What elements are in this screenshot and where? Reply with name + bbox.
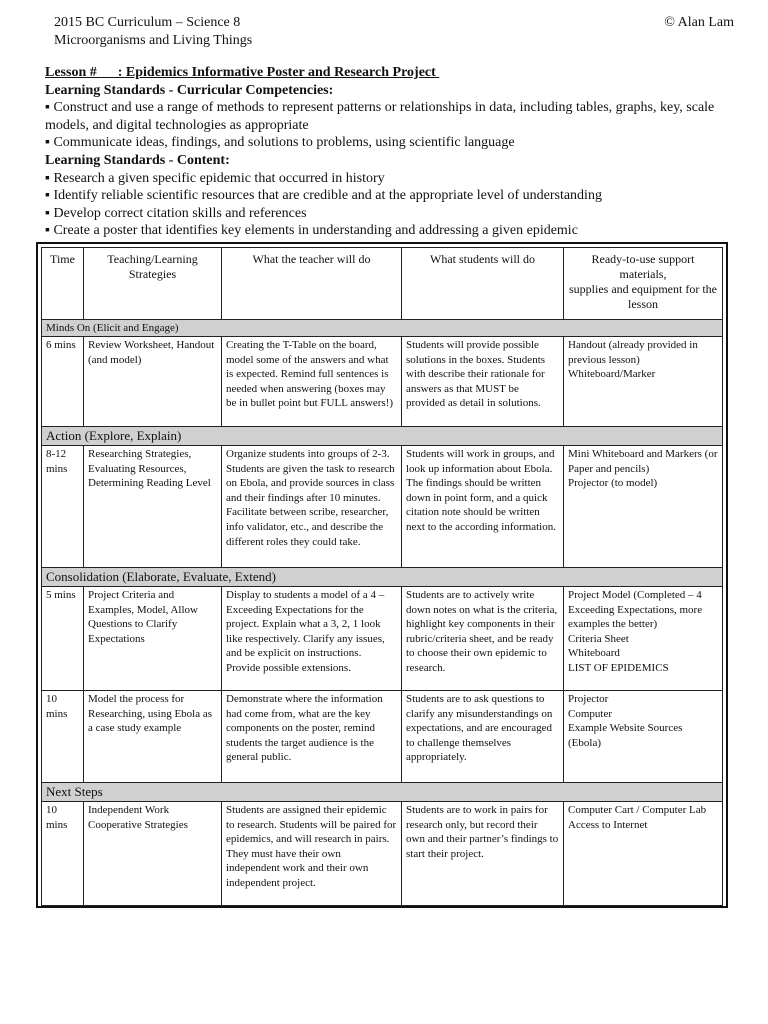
table-row — [42, 446, 723, 568]
header-students: What students will do — [402, 248, 564, 320]
material-item: Whiteboard/Marker — [568, 368, 656, 381]
cell-students: Students will work in groups, and look up information about Ebola. The findings should be written down in point form, and a quick citation note should be written next to the according information. — [402, 446, 564, 568]
cell-strategy: Review Worksheet, Handout (and model) — [84, 337, 222, 427]
header-strategies: Teaching/Learning Strategies — [84, 248, 222, 320]
section-row — [42, 568, 723, 587]
cell-strategy: Independent Work Cooperative Strategies — [84, 802, 222, 906]
header-teacher: What the teacher will do — [222, 248, 402, 320]
competencies-heading: Learning Standards - Curricular Competencies: — [45, 82, 334, 98]
header-time: Time — [42, 248, 84, 320]
cell-time: 10 mins — [42, 691, 84, 783]
lesson-title: Lesson # : Epidemics Informative Poster and Research Project — [45, 65, 440, 80]
unit-title: Microorganisms and Living Things — [54, 33, 253, 48]
table-row — [42, 337, 723, 427]
material-item: Whiteboard — [568, 647, 620, 660]
cell-teacher: Students are assigned their epidemic to research. Students will be paired for epidemics, and will research in pairs. They must have their own independent work and their own independent project. — [222, 802, 402, 906]
cell-students: Students are to work in pairs for research only, but record their own and their partner’s findings to start their project. — [402, 802, 564, 906]
material-item: Criteria Sheet — [568, 632, 629, 645]
cell-time: 5 mins — [42, 587, 84, 691]
cell-students: Students will provide possible solutions in the boxes. Students with describe their rationale for answers as that MUST be provided as detail in solutions. — [402, 337, 564, 427]
cell-materials — [564, 691, 723, 783]
cell-materials — [564, 446, 723, 568]
table-row — [42, 691, 723, 783]
cell-time: 6 mins — [42, 337, 84, 427]
section-row — [42, 783, 723, 802]
cell-teacher: Demonstrate where the information had come from, what are the key components on the poster, remind students the target audience is the general public. — [222, 691, 402, 783]
cell-students: Students are to actively write down notes on what is the criteria, highlight key components in their rubric/criteria sheet, and be ready to choose their own epidemic to research. — [402, 587, 564, 691]
cell-materials — [564, 802, 723, 906]
lesson-plan-frame — [36, 242, 728, 908]
cell-time: 10 mins — [42, 802, 84, 906]
cell-teacher: Creating the T-Table on the board, model some of the answers and what is expected. Remind full sentences is needed when answering (boxes may be in bullet point but FULL answers!) — [222, 337, 402, 427]
content-heading: Learning Standards - Content: — [45, 152, 230, 168]
cell-materials — [564, 587, 723, 691]
section-title: Action (Explore, Explain) — [42, 427, 723, 446]
section-title: Consolidation (Elaborate, Evaluate, Extend) — [42, 568, 723, 587]
material-item: Example Website Sources (Ebola) — [568, 722, 683, 749]
cell-strategy: Researching Strategies, Evaluating Resources, Determining Reading Level — [84, 446, 222, 568]
table-row — [42, 802, 723, 906]
content-item: ▪ Develop correct citation skills and references — [45, 205, 307, 221]
content-item: ▪ Identify reliable scientific resources that are credible and at the appropriate level of understanding — [45, 188, 602, 204]
section-title: Next Steps — [42, 783, 723, 802]
content-item: ▪ Create a poster that identifies key elements in understanding and addressing a given epidemic — [45, 223, 578, 239]
material-item: Computer — [568, 707, 612, 720]
lesson-intro — [45, 64, 745, 240]
material-item: Access to Internet — [568, 818, 648, 831]
competency-item: ▪ Communicate ideas, findings, and solutions to problems, using scientific language — [45, 135, 515, 151]
section-row — [42, 320, 723, 337]
copyright: © Alan Lam — [664, 15, 734, 30]
cell-strategy: Project Criteria and Examples, Model, Allow Questions to Clarify Expectations — [84, 587, 222, 691]
material-item: Handout (already provided in previous lesson) — [568, 339, 698, 366]
material-item: Computer Cart / Computer Lab — [568, 804, 707, 816]
material-item: Projector (to model) — [568, 477, 658, 490]
table-header-row — [42, 248, 723, 320]
cell-time: 8-12 mins — [42, 446, 84, 568]
section-title: Minds On (Elicit and Engage) — [42, 320, 723, 337]
page-header — [54, 14, 734, 50]
material-item: Project Model (Completed – 4 Exceeding Expectations, more examples the better) — [568, 589, 703, 631]
cell-students: Students are to ask questions to clarify any misunderstandings on expectations, and are encouraged to challenge themselves appropriately. — [402, 691, 564, 783]
lesson-plan-table — [41, 247, 723, 906]
cell-teacher: Organize students into groups of 2-3. Students are given the task to research on Ebola, and provide sources in class and their findings after 10 minutes. Facilitate between scribe, researcher, info validator, etc., and describe the different roles they could take. — [222, 446, 402, 568]
cell-strategy: Model the process for Researching, using Ebola as a case study example — [84, 691, 222, 783]
content-item: ▪ Research a given specific epidemic that occurred in history — [45, 170, 385, 186]
course-title: 2015 BC Curriculum – Science 8 — [54, 15, 241, 30]
material-item: Projector — [568, 693, 609, 705]
competency-item: ▪ Construct and use a range of methods to represent patterns or relationships in data, including tables, graphs, key, scale models, and digital technologies as appropriate — [45, 100, 715, 133]
header-materials-line: supplies and equipment for the lesson — [569, 282, 717, 311]
material-item: LIST OF EPIDEMICS — [568, 661, 669, 674]
table-row — [42, 587, 723, 691]
cell-materials — [564, 337, 723, 427]
material-item: Mini Whiteboard and Markers (or Paper and pencils) — [568, 448, 718, 475]
section-row — [42, 427, 723, 446]
header-materials-line: Ready-to-use support materials, — [591, 252, 695, 281]
header-materials — [564, 248, 723, 320]
cell-teacher: Display to students a model of a 4 – Exceeding Expectations for the project. Explain what a 3, 2, 1 look like respectively. Clarify any issues, and be explicit on instructions. Provide possible extensions. — [222, 587, 402, 691]
